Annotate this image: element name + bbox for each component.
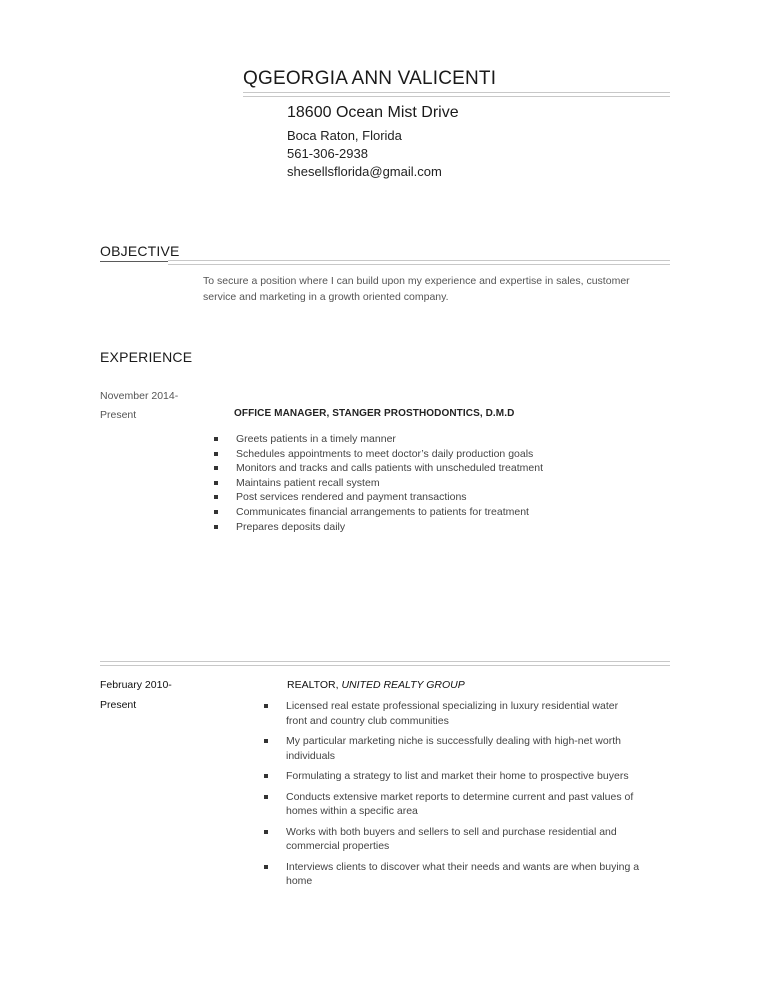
job1-duties-list: [214, 432, 654, 534]
list-item: Maintains patient recall system: [214, 476, 654, 491]
address-city: Boca Raton, Florida: [287, 128, 402, 143]
bullet-square-icon: [264, 774, 268, 778]
phone-number: 561-306-2938: [287, 146, 368, 161]
job2-title: [287, 679, 465, 691]
job1-date-end: Present: [100, 409, 137, 421]
job2-company: UNITED REALTY GROUP: [341, 679, 465, 691]
job2-duties-list: [264, 699, 641, 895]
job1-date-start: November 2014-: [100, 390, 179, 402]
list-item: My particular marketing niche is successfully dealing with high-net worth individuals: [264, 734, 641, 763]
job2-role: REALTOR,: [287, 679, 342, 691]
list-item: Works with both buyers and sellers to sell and purchase residential and commercial properties: [264, 825, 641, 854]
bullet-square-icon: [214, 481, 218, 485]
objective-underline: [100, 261, 168, 262]
bullet-square-icon: [214, 525, 218, 529]
list-item: Conducts extensive market reports to determine current and past values of homes within a specific area: [264, 790, 641, 819]
job2-date-start: February 2010-: [100, 679, 172, 691]
objective-text: To secure a position where I can build upon my experience and expertise in sales, customer service and marketing in a growth oriented company.: [203, 275, 630, 303]
bullet-square-icon: [214, 466, 218, 470]
job-divider: [100, 661, 670, 666]
list-item: Formulating a strategy to list and market their home to prospective buyers: [264, 769, 641, 784]
bullet-square-icon: [214, 437, 218, 441]
header-divider: [243, 92, 670, 97]
bullet-square-icon: [214, 452, 218, 456]
bullet-square-icon: [264, 830, 268, 834]
list-item: Communicates financial arrangements to patients for treatment: [214, 505, 654, 520]
list-item: Interviews clients to discover what their needs and wants are when buying a home: [264, 860, 641, 889]
address-street: 18600 Ocean Mist Drive: [287, 104, 459, 121]
bullet-square-icon: [264, 795, 268, 799]
bullet-square-icon: [214, 510, 218, 514]
list-item: Monitors and tracks and calls patients with unscheduled treatment: [214, 461, 654, 476]
objective-divider: [168, 260, 670, 265]
email-address[interactable]: shesellsflorida@gmail.com: [287, 164, 442, 179]
bullet-square-icon: [214, 495, 218, 499]
job2-date-end: Present: [100, 699, 137, 711]
job1-title: OFFICE MANAGER, STANGER PROSTHODONTICS, D.M.D: [234, 408, 515, 419]
list-item: Schedules appointments to meet doctor’s daily production goals: [214, 447, 654, 462]
list-item: Post services rendered and payment transactions: [214, 490, 654, 505]
bullet-square-icon: [264, 865, 268, 869]
resume-name: QGEORGIA ANN VALICENTI: [243, 68, 497, 89]
bullet-square-icon: [264, 704, 268, 708]
list-item: Licensed real estate professional specializing in luxury residential water front and country club communities: [264, 699, 641, 728]
list-item: Prepares deposits daily: [214, 520, 654, 535]
list-item: Greets patients in a timely manner: [214, 432, 654, 447]
objective-heading: OBJECTIVE: [100, 243, 180, 259]
experience-heading: EXPERIENCE: [100, 349, 193, 365]
bullet-square-icon: [264, 739, 268, 743]
